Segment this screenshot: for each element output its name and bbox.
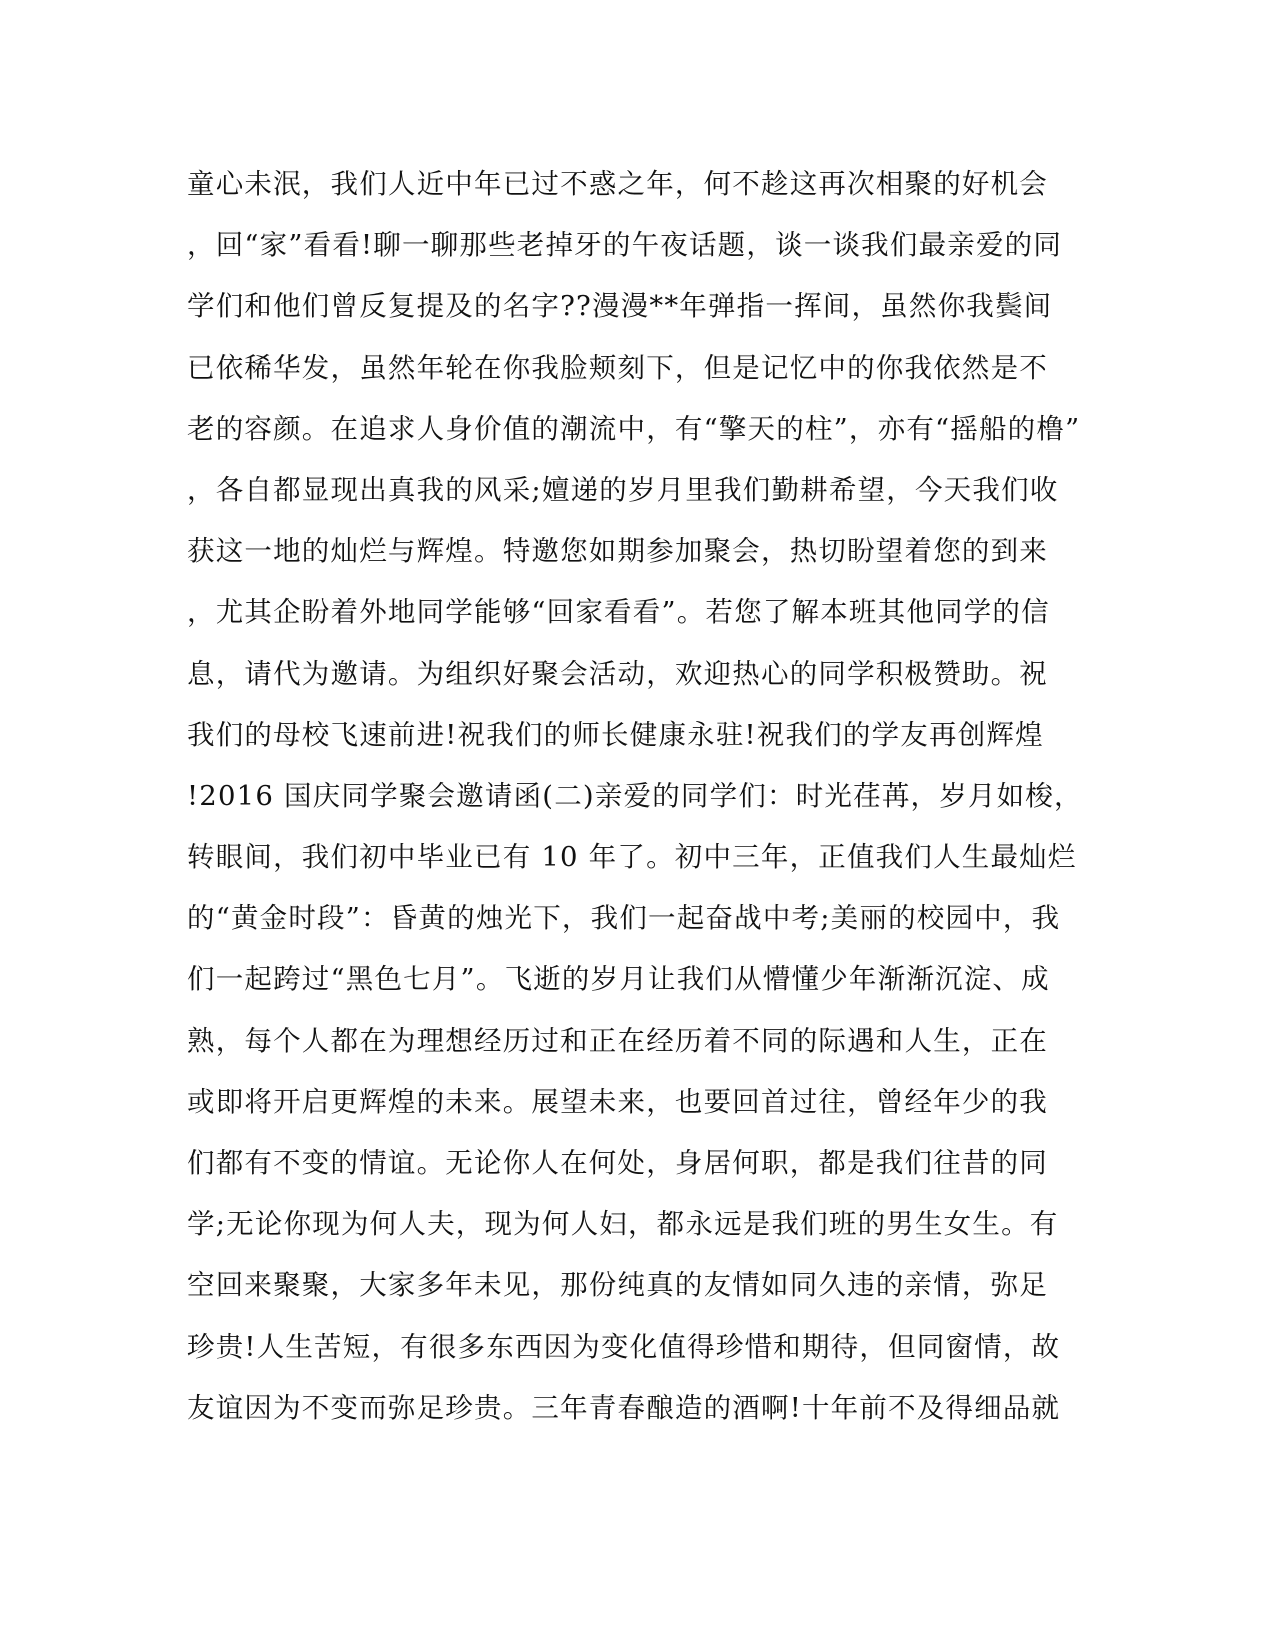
text-line: !2016 国庆同学聚会邀请函(二)亲爱的同学们：时光荏苒，岁月如梭， <box>187 779 1083 812</box>
text-line: ，尤其企盼着外地同学能够“回家看看”。若您了解本班其他同学的信 <box>187 596 1050 629</box>
text-line: 友谊因为不变而弥足珍贵。三年青春酿造的酒啊!十年前不及得细品就 <box>187 1391 1061 1424</box>
text-line: 学;无论你现为何人夫，现为何人妇，都永远是我们班的男生女生。有 <box>187 1208 1059 1241</box>
text-line: 的“黄金时段”：昏黄的烛光下，我们一起奋战中考;美丽的校园中，我 <box>187 902 1061 935</box>
text-line: 获这一地的灿烂与辉煌。特邀您如期参加聚会，热切盼望着您的到来 <box>187 535 1048 568</box>
text-line: 或即将开启更辉煌的未来。展望未来，也要回首过往，曾经年少的我 <box>187 1085 1048 1118</box>
text-line: ，各自都显现出真我的风采;嬗递的岁月里我们勤耕希望，今天我们收 <box>187 473 1059 506</box>
text-line: 我们的母校飞速前进!祝我们的师长健康永驻!祝我们的学友再创辉煌 <box>187 718 1044 751</box>
text-line: 转眼间，我们初中毕业已有 10 年了。初中三年，正值我们人生最灿烂 <box>187 841 1077 874</box>
text-line: 学们和他们曾反复提及的名字??漫漫**年弹指一挥间，虽然你我鬓间 <box>187 290 1053 323</box>
text-line: 童心未泯，我们人近中年已过不惑之年，何不趁这再次相聚的好机会 <box>187 168 1048 200</box>
text-line: 老的容颜。在追求人身价值的潮流中，有“擎天的柱”，亦有“摇船的橹” <box>187 412 1081 445</box>
text-line: 息，请代为邀请。为组织好聚会活动，欢迎热心的同学积极赞助。祝 <box>187 657 1048 690</box>
text-line: 珍贵!人生苦短，有很多东西因为变化值得珍惜和期待，但同窗情，故 <box>187 1330 1061 1363</box>
text-line: ，回“家”看看!聊一聊那些老掉牙的午夜话题，谈一谈我们最亲爱的同 <box>187 229 1063 262</box>
body-text <box>187 166 1087 1451</box>
text-line: 已依稀华发，虽然年轮在你我脸颊刻下，但是记忆中的你我依然是不 <box>187 351 1048 384</box>
text-line: 熟，每个人都在为理想经历过和正在经历着不同的际遇和人生，正在 <box>187 1024 1048 1057</box>
text-line: 们一起跨过“黑色七月”。飞逝的岁月让我们从懵懂少年渐渐沉淀、成 <box>187 963 1050 996</box>
text-line: 们都有不变的情谊。无论你人在何处，身居何职，都是我们往昔的同 <box>187 1147 1048 1179</box>
text-line: 空回来聚聚，大家多年未见，那份纯真的友情如同久违的亲情，弥足 <box>187 1269 1048 1302</box>
